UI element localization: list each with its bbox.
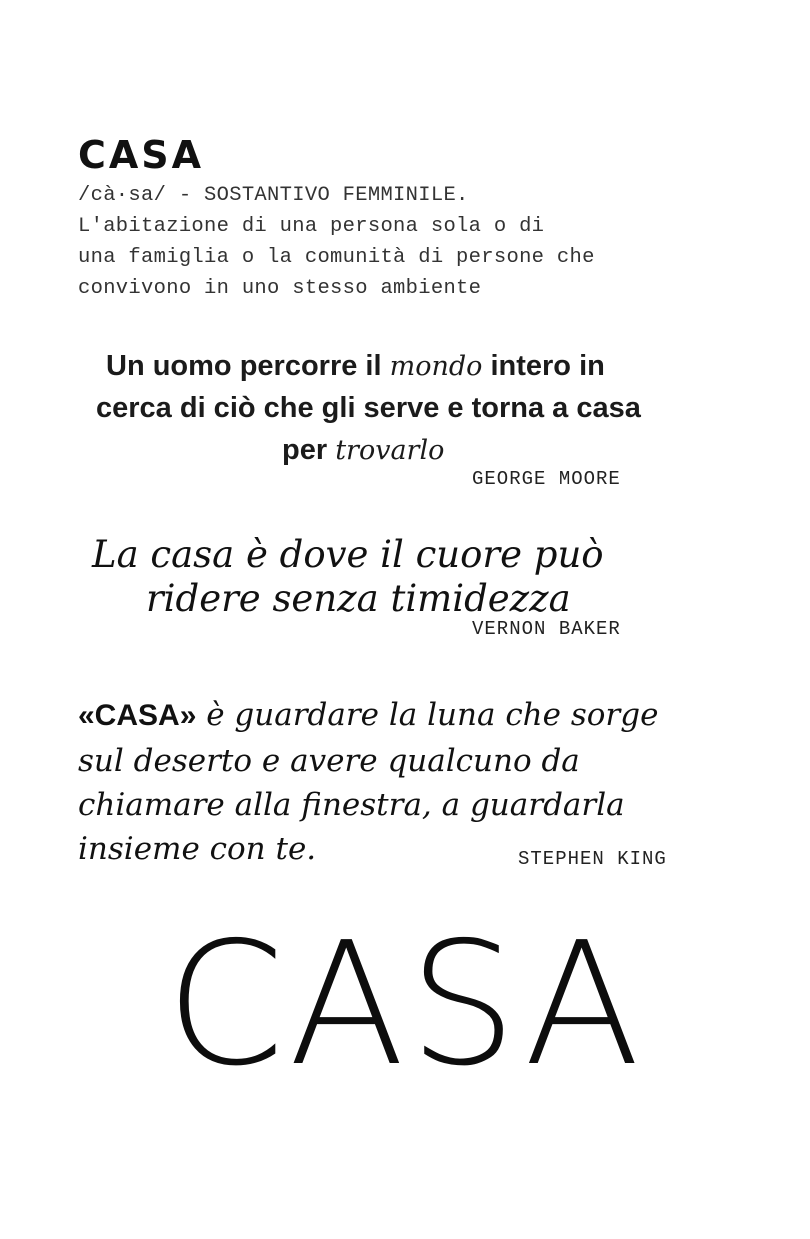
- quote-text: intero in: [482, 350, 605, 382]
- definition-title: CASA: [78, 133, 205, 177]
- quote-stephen-king-line-1: [78, 697, 659, 733]
- definition-line: L'abitazione di una persona sola o di: [78, 215, 545, 238]
- quote-text: Un uomo percorre il: [106, 350, 390, 382]
- quote-george-moore-line-2: cerca di ciò che gli serve e torna a casa: [96, 392, 641, 424]
- quote-text: è guardare la luna che sorge: [196, 697, 659, 733]
- quote-george-moore-line-1: [106, 352, 605, 381]
- quote-author: GEORGE MOORE: [472, 468, 621, 490]
- quote-stephen-king-line-3: chiamare alla finestra, a guardarla: [78, 787, 625, 823]
- quote-stephen-king-line-4: insieme con te.: [78, 831, 317, 867]
- quote-script-word: trovarlo: [335, 435, 445, 466]
- quote-text: per: [282, 434, 336, 466]
- quote-george-moore-line-3: [282, 436, 444, 465]
- quote-bold-word: «CASA»: [78, 699, 197, 732]
- quote-vernon-baker-line-1: La casa è dove il cuore può: [92, 533, 604, 576]
- quote-stephen-king-line-2: sul deserto e avere qualcuno da: [78, 743, 580, 779]
- quote-author: STEPHEN KING: [518, 848, 667, 870]
- quote-vernon-baker-line-2: ridere senza timidezza: [146, 577, 571, 620]
- definition-pronunciation: /cà·sa/ - SOSTANTIVO FEMMINILE.: [78, 184, 469, 207]
- big-title: CASA: [165, 906, 645, 1104]
- definition-line: convivono in uno stesso ambiente: [78, 277, 482, 300]
- quote-script-word: mondo: [389, 351, 483, 382]
- definition-line: una famiglia o la comunità di persone che: [78, 246, 595, 269]
- quote-author: VERNON BAKER: [472, 618, 621, 640]
